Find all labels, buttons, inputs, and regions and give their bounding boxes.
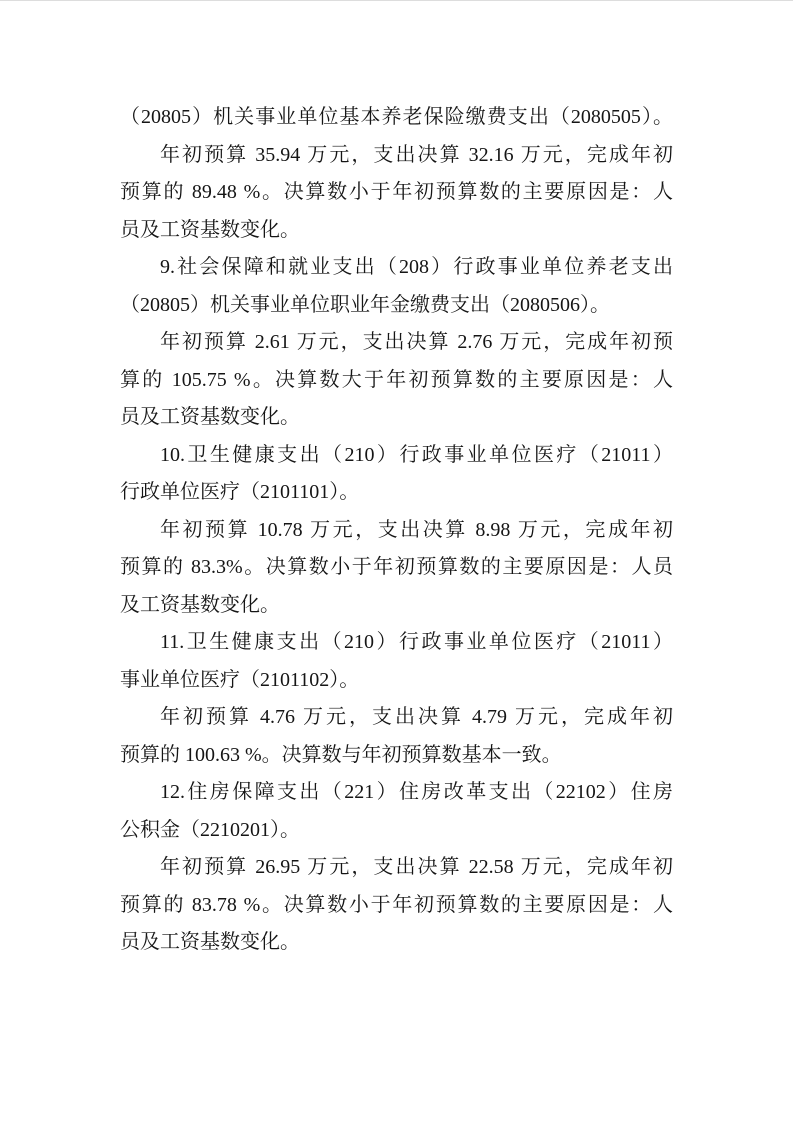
text-line: 年初预算 10.78 万元，支出决算 8.98 万元，完成年初 bbox=[160, 518, 673, 541]
text-line: 11.卫生健康支出（210）行政事业单位医疗（21011） bbox=[160, 631, 673, 653]
text-line: 算的 105.75 %。决算数大于年初预算数的主要原因是：人 bbox=[120, 368, 673, 391]
text-line: 10.卫生健康支出（210）行政事业单位医疗（21011） bbox=[160, 443, 673, 466]
text-line: 年初预算 26.95 万元，支出决算 22.58 万元，完成年初 bbox=[160, 856, 673, 878]
text-line: 12.住房保障支出（221）住房改革支出（22102）住房 bbox=[160, 781, 673, 803]
text-line: 员及工资基数变化。 bbox=[120, 931, 300, 953]
text-line: 员及工资基数变化。 bbox=[120, 406, 300, 428]
text-line: 公积金（2210201）。 bbox=[120, 818, 300, 841]
text-line: 年初预算 35.94 万元，支出决算 32.16 万元，完成年初 bbox=[160, 143, 673, 166]
text-line: （20805）机关事业单位职业年金缴费支出（2080506）。 bbox=[120, 293, 610, 316]
text-line: 预算的 100.63 %。决算数与年初预算数基本一致。 bbox=[120, 743, 562, 766]
text-line: 预算的 89.48 %。决算数小于年初预算数的主要原因是：人 bbox=[120, 181, 673, 203]
text-line: 事业单位医疗（2101102）。 bbox=[120, 668, 360, 691]
text-line: 员及工资基数变化。 bbox=[120, 218, 300, 241]
document-text-block bbox=[120, 99, 673, 962]
text-line: 年初预算 4.76 万元，支出决算 4.79 万元，完成年初 bbox=[160, 706, 673, 728]
text-line: 9.社会保障和就业支出（208）行政事业单位养老支出 bbox=[160, 256, 673, 278]
text-line: 行政单位医疗（2101101）。 bbox=[120, 481, 360, 503]
text-line: 年初预算 2.61 万元，支出决算 2.76 万元，完成年初预 bbox=[160, 331, 673, 353]
text-line: （20805）机关事业单位基本养老保险缴费支出（2080505）。 bbox=[120, 106, 673, 128]
page-top-edge bbox=[0, 0, 793, 1]
text-line: 及工资基数变化。 bbox=[120, 593, 280, 616]
text-line: 预算的 83.3%。决算数小于年初预算数的主要原因是：人员 bbox=[120, 556, 673, 578]
text-line: 预算的 83.78 %。决算数小于年初预算数的主要原因是：人 bbox=[120, 893, 673, 916]
